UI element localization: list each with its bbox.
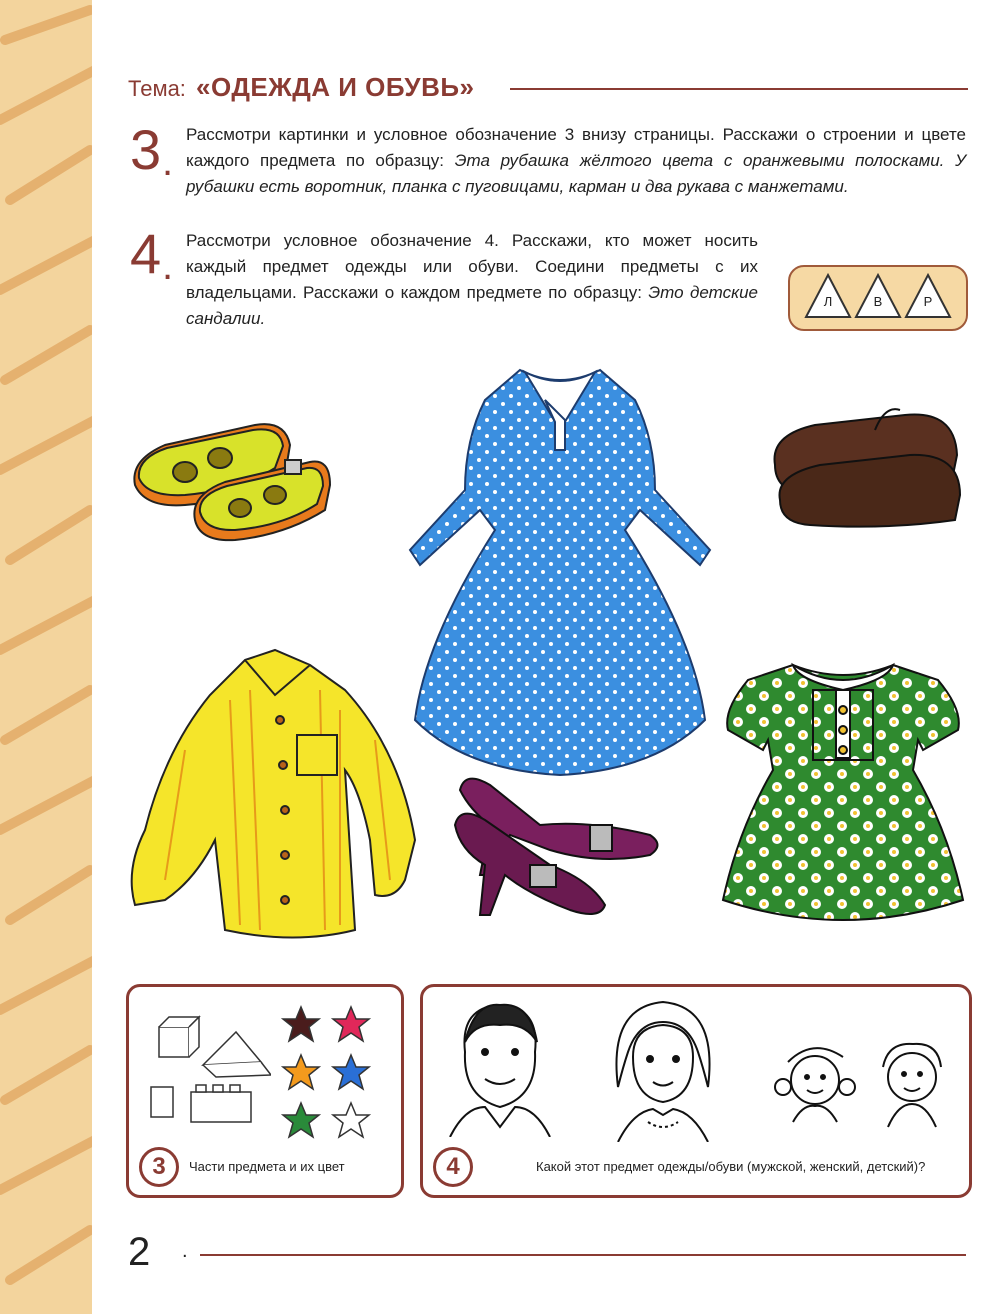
task-3-number: 3 bbox=[130, 118, 162, 181]
sandals-image[interactable] bbox=[125, 400, 335, 550]
decorative-stripe bbox=[0, 0, 100, 1314]
legend-letter: Л bbox=[823, 294, 833, 309]
legend-panel-4 bbox=[420, 984, 972, 1198]
brown-shoes-image[interactable] bbox=[765, 395, 965, 530]
man-face-icon bbox=[445, 997, 555, 1137]
topic-label: Тема: bbox=[128, 76, 186, 101]
panel-3-caption: Части предмета и их цвет bbox=[189, 1159, 345, 1174]
task-3-text bbox=[186, 122, 966, 200]
task-3-dot: . bbox=[162, 140, 174, 184]
blocks-icon bbox=[141, 1007, 271, 1142]
legend-letter: Р bbox=[923, 294, 933, 309]
legend-panel-3 bbox=[126, 984, 404, 1198]
task-4-instruction: Рассмотри условное обозначение 4. Расскажи, кто может носить каждый предмет одежды или обуви. Соедини предметы с их владельцами. Расскажи о каждом предмете по образцу: bbox=[186, 231, 758, 302]
panel-4-caption: Какой этот предмет одежды/обуви (мужской, женский, детский)? bbox=[536, 1159, 926, 1174]
woman-face-icon bbox=[608, 997, 718, 1142]
yellow-shirt-image[interactable] bbox=[125, 640, 425, 940]
panel-3-number: 3 bbox=[139, 1147, 179, 1187]
panel-4-number: 4 bbox=[433, 1147, 473, 1187]
footer-line bbox=[200, 1254, 966, 1256]
task-4-number: 4 bbox=[130, 222, 162, 285]
triangle-icon bbox=[904, 272, 952, 320]
legend-letter: В bbox=[873, 294, 883, 309]
triangle-icon bbox=[804, 272, 852, 320]
color-stars bbox=[279, 1005, 379, 1155]
legend-symbol bbox=[788, 265, 968, 331]
topic-header bbox=[128, 70, 968, 110]
topic-title: «ОДЕЖДА И ОБУВЬ» bbox=[196, 72, 475, 102]
task-3-instruction: Рассмотри картинки и условное обозначение 3 внизу страницы. Расскажи о строении и цвете каждого предмета по образцу: bbox=[186, 125, 966, 170]
children-faces-icon bbox=[773, 1032, 953, 1142]
task-4-text bbox=[186, 228, 758, 332]
task-4-example: Это детские сандалии. bbox=[186, 283, 759, 328]
task-4-dot: . bbox=[162, 244, 174, 288]
green-dress-image[interactable] bbox=[718, 650, 968, 930]
triangle-icon bbox=[854, 272, 902, 320]
page-number: 2 bbox=[128, 1230, 151, 1274]
topic-underline bbox=[510, 88, 968, 90]
task-3-example: Эта рубашка жёлтого цвета с оранжевыми полосками. У рубашки есть воротник, планка с пуговицами, карман и два рукава с манжетами. bbox=[186, 151, 966, 196]
page-dot: . bbox=[182, 1240, 188, 1262]
blue-dress-image[interactable] bbox=[395, 360, 725, 780]
purple-heels-image[interactable] bbox=[450, 765, 665, 925]
